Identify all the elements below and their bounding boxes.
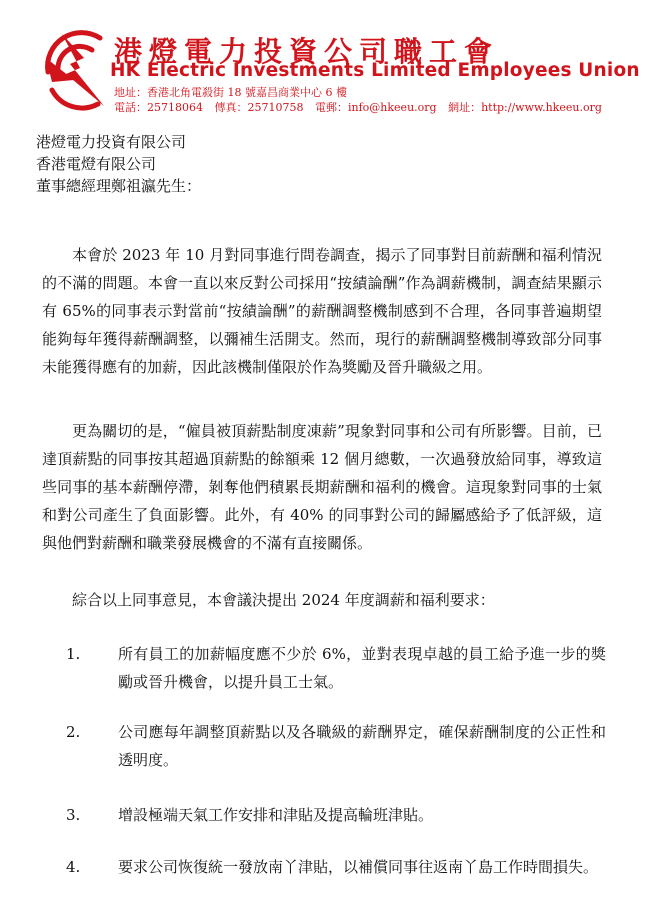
body-paragraph: 綜合以上同事意見，本會議決提出 2024 年度調薪和福利要求： — [72, 591, 495, 609]
demand-item — [66, 853, 606, 881]
body-paragraph: 更為關切的是，“僱員被頂薪點制度凍薪”現象對同事和公司有所影響。目前，已達頂薪點的同事按其超過頂薪點的餘額乘 12 個月總數，一次過發放給同事，導致這些同事的基本薪酬停滯，剝奪他們積累長期薪酬和福利的機會。這現象對同事的士氣和對公司產生了負面影響。此外，有 40% 的同事對公司的歸屬感給予了低評級，這與他們對薪酬和職業發展機會的不滿有直接關係。 — [42, 422, 602, 552]
demand-number: 2. — [66, 723, 81, 741]
letterhead — [0, 0, 668, 120]
demand-item — [66, 640, 606, 696]
recipient-block — [36, 131, 201, 197]
union-fax: 傳真：25710758 — [214, 101, 304, 114]
union-address: 地址：香港北角電殺街 18 號嘉昌商業中心 6 樓 — [114, 86, 347, 99]
union-email[interactable]: 電郵：info@hkeeu.org — [315, 101, 437, 114]
union-name-english: HK Electric Investments Limited Employees Union — [110, 60, 640, 81]
demand-number: 4. — [66, 858, 81, 876]
recipient-line: 香港電燈有限公司 — [36, 155, 157, 173]
union-contact-line — [114, 99, 602, 115]
demand-text: 要求公司恢復統一發放南丫津貼，以補償同事往返南丫島工作時間損失。 — [118, 858, 599, 876]
union-name-chinese: 港燈電力投資公司職工會 — [114, 35, 500, 68]
recipient-line: 港燈電力投資有限公司 — [36, 133, 187, 151]
union-website[interactable]: 網址：http://www.hkeeu.org — [448, 101, 602, 114]
union-logo — [40, 28, 112, 112]
demand-text: 所有員工的加薪幅度應不少於 6%，並對表現卓越的員工給予進一步的獎勵或晉升機會，以提升員工士氣。 — [118, 645, 606, 691]
body-paragraph: 本會於 2023 年 10 月對同事進行問卷調查，揭示了同事對目前薪酬和福利情況的不滿的問題。本會一直以來反對公司採用“按績論酬”作為調薪機制，調查結果顯示有 65%的同事表示對當前“按績論酬”的薪酬調整機制感到不合理，各同事普遍期望能夠每年獲得薪酬調整，以彌補生活開支。然而，現行的薪酬調整機制導致部分同事未能獲得應有的加薪，因此該機制僅限於作為獎勵及晉升職級之用。 — [42, 246, 602, 376]
recipient-line: 董事總經理鄭祖瀛先生： — [36, 177, 202, 195]
demand-text: 增設極端天氣工作安排和津貼及提高輪班津貼。 — [118, 806, 434, 824]
demand-number: 1. — [66, 645, 81, 663]
demand-item — [66, 718, 606, 774]
union-tel: 電話：25718064 — [114, 101, 203, 114]
demand-text: 公司應每年調整頂薪點以及各職級的薪酬界定，確保薪酬制度的公正性和透明度。 — [118, 723, 606, 769]
demand-item — [66, 801, 606, 829]
demand-number: 3. — [66, 806, 81, 824]
